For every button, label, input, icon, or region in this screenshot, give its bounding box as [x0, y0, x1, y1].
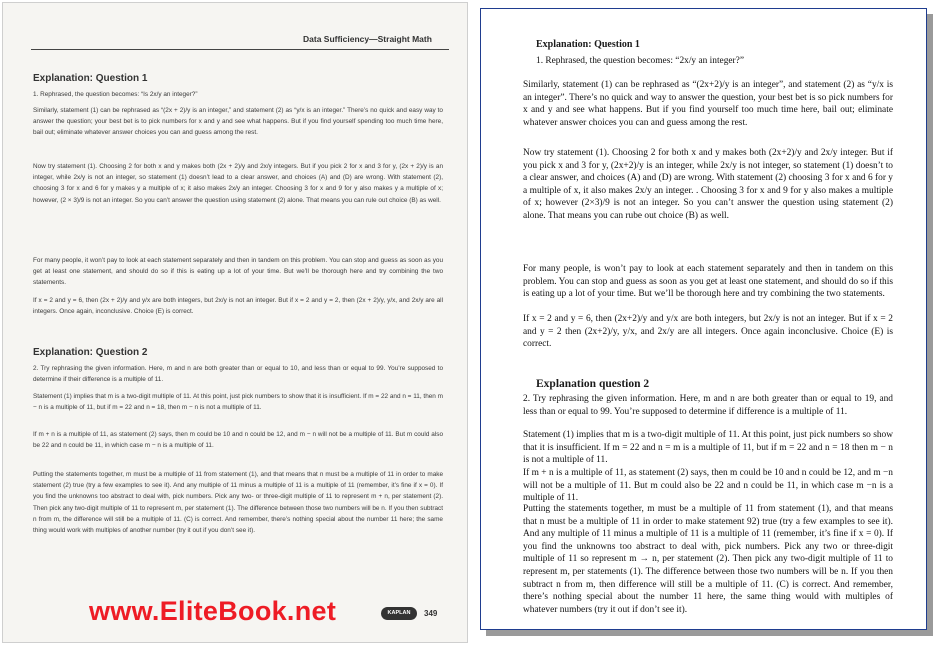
- typed-q2-heading: Explanation question 2: [536, 378, 650, 390]
- typed-q1-heading: Explanation: Question 1: [536, 39, 640, 50]
- typed-q1-rephrase: 1. Rephrased, the question becomes: “2x/y an integer?”: [536, 56, 745, 66]
- typed-q1-paragraph-similarly: Similarly, statement (1) can be rephrased as “(2x+2)/y is an integer”, and statement (2) as “y/x is an integer”. There’s no quick and way to answer the question, your best bet is so pick numbers for x and y and see what happens. But if you find yourself too much time here, bail out; eliminate whatever answer choices you can and guess among the rest.: [523, 80, 893, 128]
- typed-q1-paragraph-statement-1: Now try statement (1). Choosing 2 for both x and y makes both (2x+2)/y and 2x/y integer. But if you pick x and 3 for y, (2x+2)/y is an integer, while 2x/y is not integer, so statement (1) doesn’t to a clear answer, and choices (A) and (D) are wrong. With statement (2) choosing 3 for x and 6 for y a multiple of x, it also makes 2x/y an integer. . Choosing 3 for x and 9 for y also makes a multiple of x; however (2×3)/9 is not an integer. So you can’t answer the question using statement (2) alone. That means you can rube out choice (B) as well.: [523, 148, 893, 221]
- q1-rephrase: 1. Rephrased, the question becomes: “Is 2x/y an integer?”: [33, 91, 198, 98]
- q2-paragraph-statement-2: If m + n is a multiple of 11, as statement (2) says, then m could be 10 and n could be 12, and m − n will not be a multiple of 11. But m could also be 22 and n could be 11, in which case m − n is a multiple of 11.: [33, 431, 443, 450]
- q1-paragraph-statement-1: Now try statement (1). Choosing 2 for both x and y makes both (2x + 2)/y and 2x/y integers. But if you pick 2 for x and 3 for y, (2x + 2)/y is an integer, while 2x/y is not an integer, so statement (1) doesn’t lead to a clear answer, and choices (A) and (D) are wrong. With statement (2), choosing 3 for x and 6 for y makes y a multiple of x; it also makes 2x/y an integer. Choosing 3 for x and 9 for y also makes y a multiple of x; however, (2 × 3)/9 is not an integer. So you can’t answer the question using statement (2) alone. That means you can rule out choice (B) as well.: [33, 163, 443, 204]
- q2-heading: Explanation: Question 2: [33, 347, 148, 358]
- header-rule: [31, 49, 449, 50]
- typed-page: [480, 8, 927, 630]
- kaplan-logo: KAPLAN: [381, 607, 417, 620]
- typed-q2-paragraph-together: Putting the statements together, m must be a multiple of 11 from statement (1), and that means that n must be a multiple of 11 in order to make statement 92) true (try a few examples to see it). And any multiple of 11 minus a multiple of 11 is a multiple of 11 (remember, it’s fine if x = 0). If you find the unknowns too abstract to deal with, pick numbers. Pick any two or three-digit multiple of 11 so represent m → n, per statement (2). Then pick any two-digit multiple of 11 to represent m, per statements (1). The difference between those two numbers will be n. If you then subtract n from m, then difference will still be a multiple of 11. (C) is correct. And remember, there’s nothing special about the number 11 here, the same thing would with multiples of whatever numbers (try it out if don’t see it).: [523, 504, 893, 615]
- q2-paragraph-statement-1: Statement (1) implies that m is a two-digit multiple of 11. At this point, just pick numbers to show that it is insufficient. If m = 22 and n = 11, then m − n is a multiple of 11, but if m = 22 and n = 18, then m − n is not a multiple of 11.: [33, 393, 443, 412]
- typed-q2-paragraph-statement-1: Statement (1) implies that m is a two-digit multiple of 11. At this point, just pick numbers so show that it is insufficient. If m = 22 and n = m is a multiple of 11, but if m = 22 and n = 18 then m − n is not a multiple of 11.: [523, 430, 893, 466]
- watermark-text: www.EliteBook.net: [89, 596, 337, 626]
- typed-q1-paragraph-combined: If x = 2 and y = 6, then (2x+2)/y and y/x are both integers, but 2x/y is not an integer. But if x = 2 and y = 2 then (2x+2)/y, y/x, and 2x/y are all integers. Once again inconclusive. Choice (E) is correct.: [523, 314, 893, 350]
- page-number: 349: [424, 609, 438, 618]
- typed-q2-rephrase: 2. Try rephrasing the given information. Here, m and n are both greater than or equal to 19, and less than or equal to 99. You’re supposed to determine if difference is a multiple of 11.: [523, 394, 893, 417]
- q1-paragraph-similarly: Similarly, statement (1) can be rephrased as “(2x + 2)/y is an integer,” and statement (2) as “y/x is an integer.” There’s no quick and easy way to answer the question; your best bet is to pick numbers for x and y and see what happens. But if you find yourself spending too much time here, bail out; eliminate whatever answer choices you can and guess among the rest.: [33, 107, 443, 137]
- q2-paragraph-together: Putting the statements together, m must be a multiple of 11 from statement (1), and that means that n must be a multiple of 11 in order to make statement (2) true (try a few examples to see it). And any multiple of 11 minus a multiple of 11 is a multiple of 11 (remember, it’s fine if x = 0). If you find the unknowns too abstract to deal with, pick numbers. Pick any two- or three-digit multiple of 11 to represent m + n, per statement (2). Then pick any two-digit multiple of 11 to represent m, per statement (1). The difference between those two numbers will be n. If you then subtract n from m, the difference will still be a multiple of 11. (C) is correct. And remember, there’s nothing special about the number 11 here; the same thing would work with multiples of another number (try it out if you don’t see it).: [33, 471, 443, 535]
- typed-q1-paragraph-many-people: For many people, is won’t pay to look at each statement separately and then in tandem on this problem. You can stop and guess as soon as you get at least one statement, and should do so if this is eating up a lot of your time. But we’ll be thorough here and try combining the two statements.: [523, 264, 893, 300]
- scanned-page: [2, 2, 468, 643]
- running-header: Data Sufficiency—Straight Math: [303, 34, 432, 44]
- q1-heading: Explanation: Question 1: [33, 73, 148, 84]
- typed-q2-paragraph-statement-2: If m + n is a multiple of 11, as statement (2) says, then m could be 10 and n could be 12, and m −n will not be a multiple of 11. But m could also be 22 and n could be 11, in which case m −n is a multiple of 11.: [523, 468, 893, 504]
- q1-paragraph-combined: If x = 2 and y = 6, then (2x + 2)/y and y/x are both integers, but 2x/y is not an integer. But if x = 2 and y = 2, then (2x + 2)/y, y/x, and 2x/y are all integers. Once again, inconclusive. Choice (E) is correct.: [33, 297, 443, 316]
- q2-rephrase: 2. Try rephrasing the given information. Here, m and n are both greater than or equal to 10, and less than or equal to 99. You’re supposed to determine if their difference is a multiple of 11.: [33, 365, 443, 384]
- q1-paragraph-many-people: For many people, it won’t pay to look at each statement separately and then in tandem on this problem. You can stop and guess as soon as you get at least one statement, and should do so if this is eating up a lot of your time. But we’ll be thorough here and try combining the two statements.: [33, 257, 443, 287]
